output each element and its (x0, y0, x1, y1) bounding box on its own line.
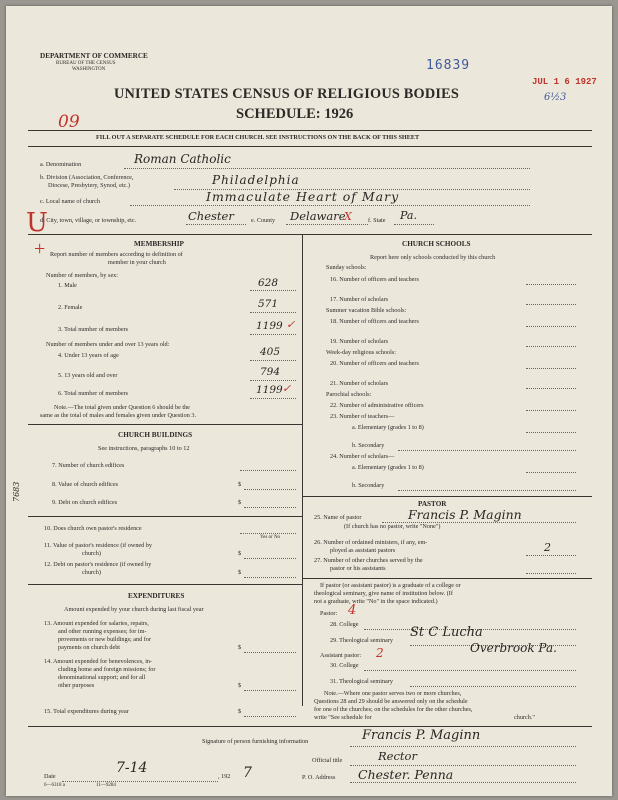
year-prefix: , 192 (218, 773, 231, 780)
membership-title: MEMBERSHIP (134, 240, 184, 248)
over13-label: 5. 13 years old and over (58, 372, 118, 379)
q13-line (244, 652, 296, 653)
parochial-schools-label: Parochial schools: (326, 391, 372, 398)
q11-dollar: $ (238, 550, 242, 557)
official-title-line (350, 765, 576, 766)
q13-dollar: $ (238, 644, 242, 651)
female-label: 2. Female (58, 304, 83, 311)
column-divider (302, 234, 303, 706)
city-value: Chester (188, 209, 234, 223)
bureau-label: BUREAU OF THE CENSUS (56, 61, 116, 66)
q23b-line (398, 450, 576, 451)
under13-label: 4. Under 13 years of age (58, 352, 119, 359)
total6-line (250, 398, 296, 399)
q14-label-3: denominational support; and for all (58, 674, 146, 681)
address-line (350, 782, 576, 783)
total-members-line (250, 334, 296, 335)
yes-no-hint: Yes or No (260, 535, 281, 540)
q12-line (244, 577, 296, 578)
male-label: 1. Male (58, 282, 77, 289)
schools-rule (302, 496, 592, 497)
weekday-schools-label: Week-day religious schools: (326, 349, 396, 356)
q13-label-3: provements or new buildings; and for (58, 636, 151, 643)
signature-label: Signature of person furnishing information (202, 738, 309, 745)
department-label: DEPARTMENT OF COMMERCE (40, 52, 148, 60)
margin-mark: U (26, 208, 48, 238)
q24-label: 24. Number of scholars— (330, 453, 395, 460)
year-suffix: 7 (243, 765, 252, 781)
schools-sub: Report here only schools conducted by this church (370, 254, 496, 261)
city-line (186, 224, 246, 225)
over13-value: 794 (260, 366, 281, 378)
q23b-label: b. Secondary (352, 442, 385, 449)
pastor-mark: 4 (348, 603, 357, 618)
date-line (62, 781, 218, 782)
signature-value: Francis P. Maginn (362, 728, 481, 743)
graduate-note-1: If pastor (or assistant pastor) is a graduate of a college or (320, 582, 461, 589)
census-schedule-form (6, 6, 612, 796)
date-value: 7-14 (116, 760, 148, 776)
pastor-sublabel: Pastor: (320, 610, 338, 617)
q22-label: 22. Number of administrative officers (330, 402, 424, 409)
q27-label-2: pastor or his assistants (330, 565, 386, 572)
local-name-line (130, 205, 530, 206)
q29-label: 29. Theological seminary (330, 637, 393, 644)
q15-line (244, 716, 296, 717)
pastor-note-5: church." (514, 714, 535, 721)
pastor-name-value: Francis P. Maginn (408, 507, 522, 522)
q7-label: 7. Number of church edifices (52, 462, 125, 469)
expenditures-sub: Amount expended by your church during last fiscal year (64, 606, 204, 613)
q10-line (240, 533, 296, 534)
pastor-note-2: Questions 28 and 29 should be answered only on the schedule (314, 698, 468, 705)
assistant-sublabel: Assistant pastor: (320, 652, 362, 659)
q8-label: 8. Value of church edifices (52, 481, 119, 488)
q31-label: 31. Theological seminary (330, 678, 393, 685)
assistant-mark: 2 (376, 646, 384, 660)
membership-intro-2: member in your church (108, 259, 166, 266)
q7-line (240, 470, 296, 471)
separate-schedule-instruction: FILL OUT A SEPARATE SCHEDULE FOR EACH CHURCH. SEE INSTRUCTIONS ON THE BACK OF THIS SHEET (96, 134, 420, 141)
received-date-stamp: JUL 1 6 1927 (532, 77, 597, 87)
q28-label: 28. College (330, 621, 359, 628)
age-intro: Number of members under and over 13 years old: (46, 341, 170, 348)
pastor-rule (302, 578, 592, 579)
q20-line (526, 368, 576, 369)
q20-label: 20. Number of officers and teachers (330, 360, 419, 367)
pastor-note-3: for one of the churches; on the schedules for the other churches, (314, 706, 473, 713)
total6-label: 6. Total number of members (58, 390, 129, 397)
q21-label: 21. Number of scholars (330, 380, 389, 387)
total-members-value: 1199 (256, 320, 283, 332)
female-line (250, 312, 296, 313)
q24b-label: b. Secondary (352, 482, 385, 489)
q10-label: 10. Does church own pastor's residence (44, 525, 142, 532)
signature-line (350, 746, 576, 747)
total6-check: ✓ (282, 382, 292, 395)
under13-line (250, 360, 296, 361)
q13-label-1: 13. Amount expended for salaries, repairs, (44, 620, 149, 627)
q12-label-1: 12. Debt on pastor's residence (if owned by (44, 561, 152, 568)
form-subtitle: SCHEDULE: 1926 (236, 106, 354, 122)
q27-label-1: 27. Number of other churches served by the (314, 557, 423, 564)
expenditures-title: EXPENDITURES (128, 592, 185, 600)
q24a-line (526, 472, 576, 473)
pastor-note-4: write "See schedule for (314, 714, 372, 721)
seminary-value: St C Lucha (410, 625, 483, 640)
schools-title: CHURCH SCHOOLS (402, 240, 471, 248)
q31-line (410, 686, 576, 687)
expenditures-rule (28, 584, 302, 585)
summer-schools-label: Summer vacation Bible schools: (326, 307, 407, 314)
division-label-1: b. Division (Association, Conference, (40, 174, 134, 181)
q23a-line (526, 432, 576, 433)
total6-value: 1199 (256, 384, 283, 396)
q13-label-4: payments on church debt (58, 644, 121, 651)
q15-dollar: $ (238, 708, 242, 715)
margin-code: 09 (58, 112, 80, 132)
q26-line (526, 555, 576, 556)
state-line (394, 224, 434, 225)
q19-line (526, 346, 576, 347)
q12-dollar: $ (238, 569, 242, 576)
q24a-label: a. Elementary (grades 1 to 8) (352, 464, 424, 471)
sunday-schools-label: Sunday schools: (326, 264, 367, 271)
buildings-sub: See instructions, paragraphs 10 to 12 (98, 445, 190, 452)
q26-label-1: 26. Number of ordained ministers, if any, em- (314, 539, 428, 546)
header-rule-bottom (28, 146, 592, 147)
state-label: f. State (368, 217, 386, 224)
county-mark: X (344, 210, 352, 223)
male-line (250, 290, 296, 291)
q8-line (244, 489, 296, 490)
margin-plus: + (34, 238, 46, 260)
city-label: WASHINGTON (72, 67, 106, 72)
county-value: Delaware (290, 209, 346, 223)
seminary-location: Overbrook Pa. (470, 641, 557, 655)
membership-intro-1: Report number of members according to definition of (50, 251, 183, 258)
graduate-note-2: theological seminary, give name of institution below. (If (314, 590, 453, 597)
county-label: e. County (251, 217, 276, 224)
q11-label-2: church) (82, 550, 101, 557)
q19-label: 19. Number of scholars (330, 338, 389, 345)
q9-label: 9. Debt on church edifices (52, 499, 118, 506)
official-title-label: Official title (312, 757, 343, 764)
local-name-label: c. Local name of church (40, 198, 100, 205)
q14-label-1: 14. Amount expended for benevolences, in- (44, 658, 153, 665)
q8-dollar: $ (238, 481, 242, 488)
division-value: Philadelphia (212, 173, 300, 187)
q16-line (526, 284, 576, 285)
denomination-line (124, 168, 530, 169)
female-value: 571 (258, 298, 279, 310)
header-rule-top (28, 130, 592, 131)
denomination-label: a. Denomination (40, 161, 82, 168)
serial-number: 16839 (426, 58, 471, 73)
by-sex-label: Number of members, by sex: (46, 272, 118, 279)
q30-line (364, 670, 576, 671)
form-number: 6—6318 a (44, 783, 65, 788)
membership-note-1: Note.—The total given under Question 6 should be the (54, 404, 190, 411)
q25-label-2: (If church has no pastor, write "None") (344, 523, 441, 530)
total-members-check: ✓ (286, 318, 296, 331)
q11-line (244, 558, 296, 559)
membership-note-2: same as the total of males and females given under Question 3. (40, 412, 197, 419)
q23-label: 23. Number of teachers— (330, 413, 395, 420)
official-title-value: Rector (378, 749, 417, 763)
over13-line (250, 380, 296, 381)
q17-label: 17. Number of scholars (330, 296, 389, 303)
q24b-line (398, 490, 576, 491)
q15-label: 15. Total expenditures during year (44, 708, 129, 715)
q22-line (526, 410, 576, 411)
q18-line (526, 326, 576, 327)
pastor-title: PASTOR (418, 500, 447, 508)
buildings-title: CHURCH BUILDINGS (118, 431, 193, 439)
q14-dollar: $ (238, 682, 242, 689)
q11-label-1: 11. Value of pastor's residence (if owned by (44, 542, 152, 549)
q14-label-4: other purposes (58, 682, 95, 689)
under13-value: 405 (260, 346, 281, 358)
state-value: Pa. (400, 209, 417, 222)
graduate-note-3: not a graduate, write "No" in the space indicated.) (314, 598, 438, 605)
q30-label: 30. College (330, 662, 359, 669)
q23a-label: a. Elementary (grades 1 to 8) (352, 424, 424, 431)
q25-label-1: 25. Name of pastor (314, 514, 362, 521)
division-label-2: Diocese, Presbytery, Synod, etc.) (48, 182, 130, 189)
total-members-label: 3. Total number of members (58, 326, 129, 333)
address-label: P. O. Address (302, 774, 336, 781)
membership-rule (28, 424, 302, 425)
side-number: 7683 (12, 481, 21, 502)
q21-line (526, 388, 576, 389)
q14-label-2: cluding home and foreign missions; for (58, 666, 156, 673)
q27-line (526, 573, 576, 574)
pastor-note-1: Note.—Where one pastor serves two or more churches, (324, 690, 462, 697)
q14-line (244, 690, 296, 691)
q17-line (526, 304, 576, 305)
buildings-rule (28, 516, 302, 517)
male-value: 628 (258, 277, 279, 289)
q13-label-2: and other running expenses; for im- (58, 628, 147, 635)
q12-label-2: church) (82, 569, 101, 576)
denomination-value: Roman Catholic (134, 152, 231, 166)
local-name-value: Immaculate Heart of Mary (206, 189, 400, 204)
q9-line (244, 507, 296, 508)
print-number: 11—9284 (96, 783, 116, 788)
corner-note: 6½3 (544, 92, 567, 103)
address-value: Chester. Penna (358, 767, 454, 782)
county-line (286, 224, 368, 225)
q18-label: 18. Number of officers and teachers (330, 318, 419, 325)
assistant-count-value: 2 (544, 541, 551, 554)
city-town-label: d. City, town, village, or township, etc. (40, 217, 137, 224)
footer-rule (28, 726, 592, 727)
form-title: UNITED STATES CENSUS OF RELIGIOUS BODIES (114, 86, 460, 102)
q16-label: 16. Number of officers and teachers (330, 276, 419, 283)
q26-label-2: ployed as assistant pastors (330, 547, 396, 554)
q9-dollar: $ (238, 499, 242, 506)
identity-rule (28, 234, 592, 235)
date-label: Date (44, 773, 56, 780)
